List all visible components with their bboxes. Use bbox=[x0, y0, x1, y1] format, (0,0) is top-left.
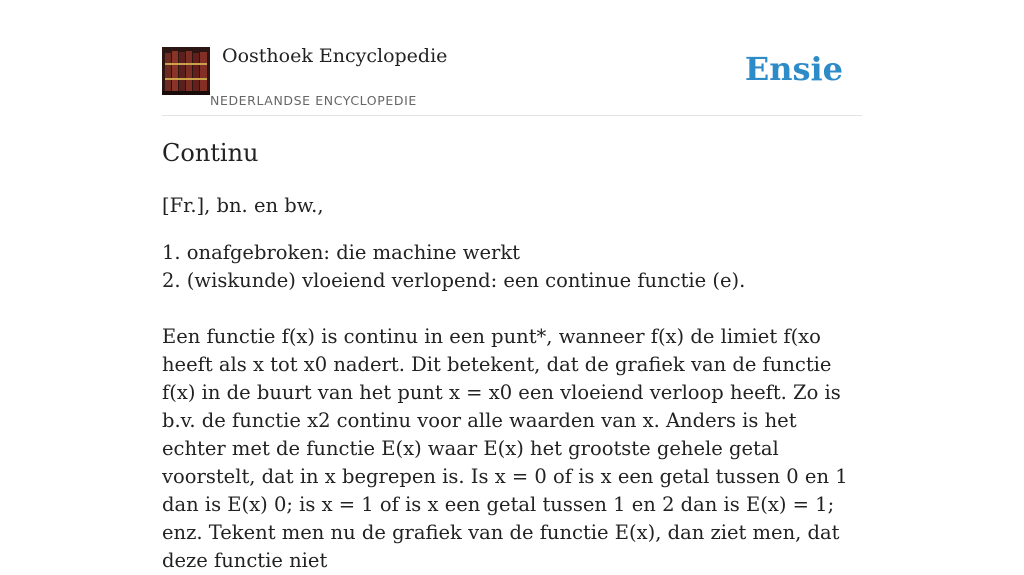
books-icon bbox=[162, 47, 210, 95]
article-paragraph: Een functie f(x) is continu in een punt*, wanneer f(x) de limiet f(xo heeft als x tot x0 nadert. Dit betekent, dat de grafiek van de functie f(x) in de buurt van het punt x = x0 een vloeiend verloop heeft. Zo is b.v. de functie x2 continu voor alle waarden van x. Anders is het echter met de functie E(x) waar E(x) het grootste gehele getal voorstelt, dat in x begrepen is. Is x = 0 of is x een getal tussen 0 en 1 dan is E(x) 0; is x = 1 of is x een getal tussen 1 en 2 dan is E(x) = 1; enz. Tekent men nu de grafiek van de functie E(x), dan ziet men, dat deze functie niet bbox=[162, 325, 848, 572]
encyclopedia-books-logo[interactable] bbox=[162, 47, 210, 95]
brand-logo-text[interactable]: Ensie bbox=[744, 50, 843, 88]
page bbox=[162, 0, 862, 572]
article-body bbox=[162, 192, 862, 575]
definition-item: 1. onafgebroken: die machine werkt bbox=[162, 241, 520, 264]
site-header bbox=[162, 0, 862, 116]
site-subtitle: NEDERLANDSE ENCYCLOPEDIE bbox=[210, 93, 417, 108]
site-title[interactable]: Oosthoek Encyclopedie bbox=[222, 45, 448, 67]
etymology: [Fr.], bn. en bw., bbox=[162, 194, 324, 217]
definition-item: 2. (wiskunde) vloeiend verlopend: een continue functie (e). bbox=[162, 269, 746, 292]
article-title: Continu bbox=[162, 139, 259, 167]
